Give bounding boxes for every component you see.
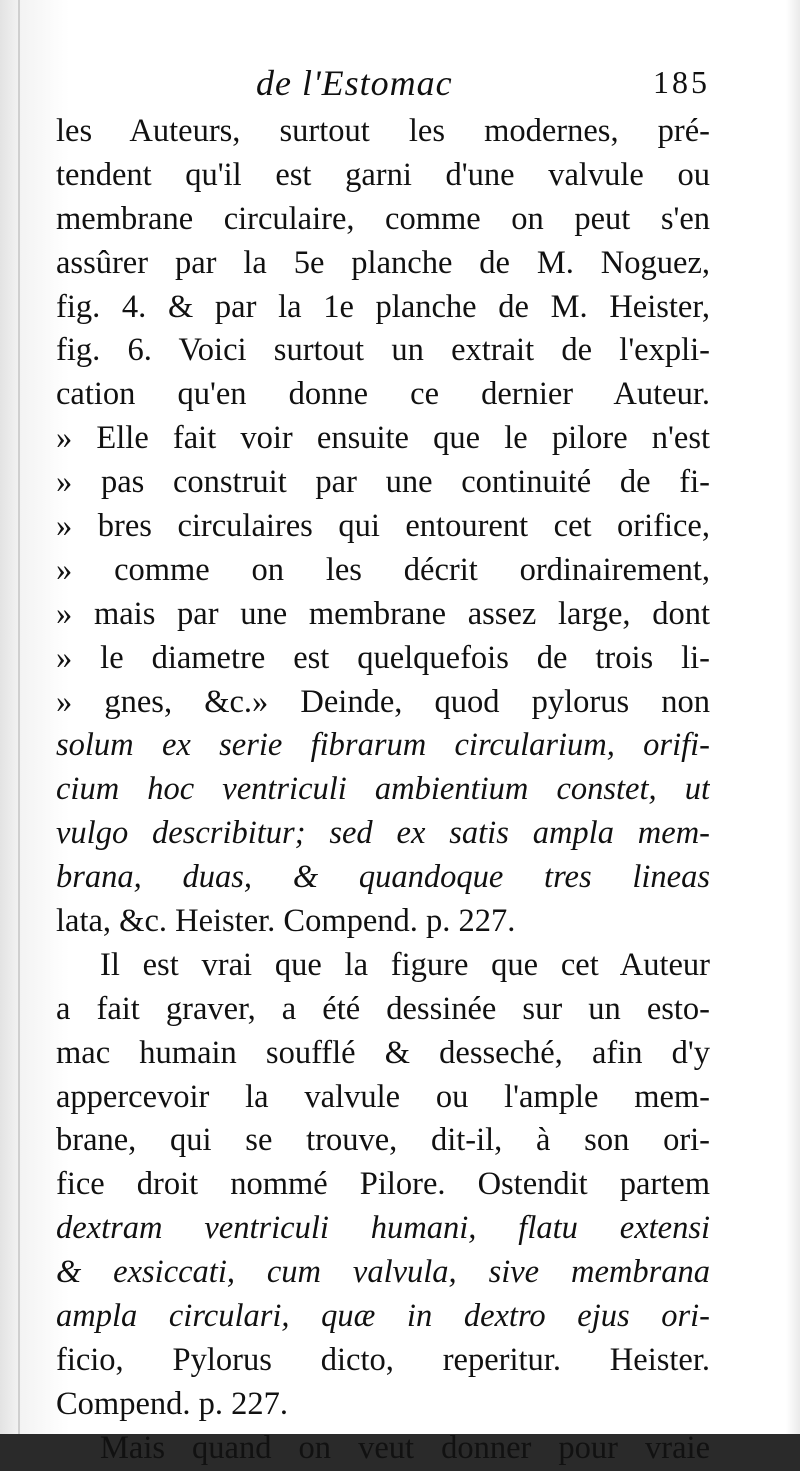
- latin-line: vulgo describitur; sed ex satis ampla mem-: [56, 815, 710, 852]
- latin-line: ampla circulari, quæ in dextro ejus ori-: [56, 1298, 710, 1335]
- quote-line: » gnes, &c.» Deinde, quod pylorus non: [56, 683, 710, 720]
- page-header: [56, 62, 710, 110]
- latin-line: cium hoc ventriculi ambientium constet, ut: [56, 771, 710, 808]
- text-line: cation qu'en donne ce dernier Auteur.: [56, 376, 710, 413]
- quote-line: » mais par une membrane assez large, dont: [56, 595, 710, 632]
- text-line: fig. 4. & par la 1e planche de M. Heister,: [56, 288, 710, 325]
- text-line: Il est vrai que la figure que cet Auteur: [100, 946, 710, 983]
- citation-line: Compend. p. 227.: [56, 1385, 289, 1422]
- text-line: fice droit nommé Pilore. Ostendit partem: [56, 1166, 710, 1203]
- text-line: brane, qui se trouve, dit-il, à son ori-: [56, 1122, 710, 1159]
- quote-line: » le diametre est quelquefois de trois li-: [56, 639, 710, 676]
- gutter-line: [18, 0, 20, 1434]
- running-title: de l'Estomac: [256, 63, 453, 103]
- text-line: mac humain soufflé & desseché, afin d'y: [56, 1034, 710, 1071]
- text-line: appercevoir la valvule ou l'ample mem-: [56, 1078, 710, 1115]
- quote-line: » Elle fait voir ensuite que le pilore n'est: [56, 420, 710, 457]
- text-line: fig. 6. Voici surtout un extrait de l'expli-: [56, 332, 710, 369]
- text-line: les Auteurs, surtout les modernes, pré-: [56, 113, 710, 149]
- text-line: tendent qu'il est garni d'une valvule ou: [56, 156, 710, 193]
- citation-line: ficio, Pylorus dicto, reperitur. Heister.: [56, 1341, 710, 1378]
- latin-line: dextram ventriculi humani, flatu extensi: [56, 1210, 710, 1247]
- page-number: 185: [653, 64, 710, 100]
- latin-line: solum ex serie fibrarum circularium, orifi-: [56, 727, 710, 764]
- page-edge: [786, 0, 800, 1434]
- quote-line: » bres circulaires qui entourent cet orifice,: [56, 508, 710, 545]
- latin-line: & exsiccati, cum valvula, sive membrana: [56, 1254, 710, 1291]
- page-body: [56, 62, 710, 1471]
- quote-line: » pas construit par une continuité de fi-: [56, 464, 710, 501]
- text-line: membrane circulaire, comme on peut s'en: [56, 200, 710, 237]
- quote-line: » comme on les décrit ordinairement,: [56, 551, 710, 588]
- text-line: a fait graver, a été dessinée sur un esto-: [56, 990, 710, 1027]
- latin-line: brana, duas, & quandoque tres lineas: [56, 859, 710, 896]
- text-line: assûrer par la 5e planche de M. Noguez,: [56, 244, 710, 281]
- text-block: [56, 110, 710, 1471]
- citation-line: lata, &c. Heister. Compend. p. 227.: [56, 903, 516, 940]
- text-line: Mais quand on veut donner pour vraie: [100, 1429, 710, 1466]
